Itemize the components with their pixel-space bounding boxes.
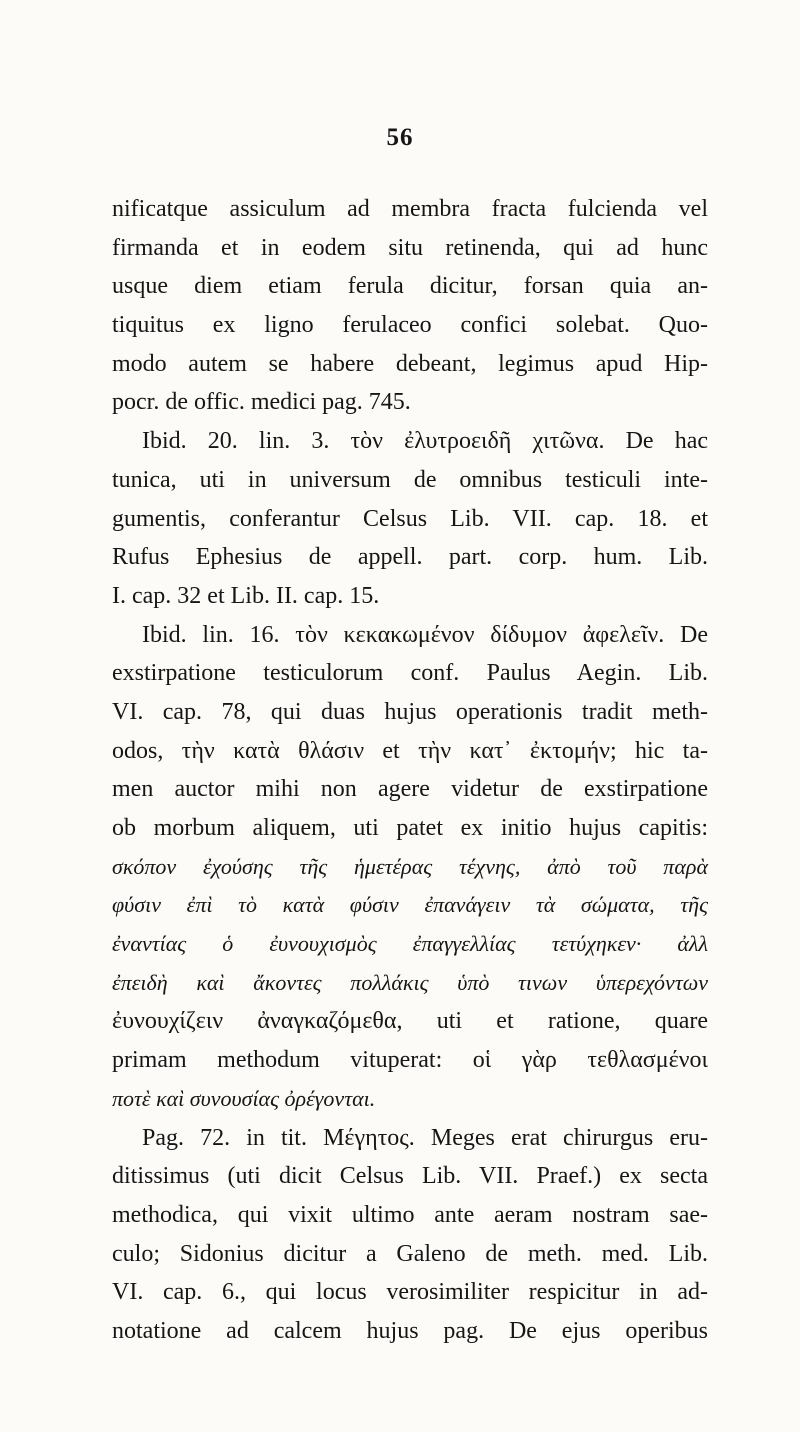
text-line: ob morbum aliquem, uti patet ex initio hujus capitis: <box>112 815 708 841</box>
text-line: Ibid. lin. 16. τὸν κεκακωμένον δίδυμον ἀφελεῖν. De <box>142 621 708 648</box>
text-line: Pag. 72. in tit. Μέγητος. Meges erat chirurgus eru- <box>142 1124 708 1151</box>
text-line: I. cap. 32 et Lib. II. cap. 15. <box>112 582 380 609</box>
text-line: ἐπειδὴ καὶ ἄκοντες πολλάκις ὑπὸ τινων ὑπερεχόντων <box>112 969 708 995</box>
text-line: men auctor mihi non agere videtur de exstirpatione <box>112 776 708 803</box>
text-line: ἐναντίας ὁ ἐυνουχισμὸς ἐπαγγελλίας τετύχηκεν· ἀλλ <box>112 931 708 957</box>
text-line: tiquitus ex ligno ferulaceo confici solebat. Quo- <box>112 312 708 339</box>
text-line: Ibid. 20. lin. 3. τὸν ἐλυτροειδῆ χιτῶνα. De hac <box>142 428 708 455</box>
text-line: VI. cap. 78, qui duas hujus operationis tradit meth- <box>112 698 708 725</box>
text-line: Rufus Ephesius de appell. part. corp. hum. Lib. <box>112 544 708 571</box>
text-line: nificatque assiculum ad membra fracta fulcienda vel <box>112 196 708 222</box>
text-line: ποτὲ καὶ συνουσίας ὀρέγονται. <box>112 1085 376 1111</box>
text-line: ditissimus (uti dicit Celsus Lib. VII. Praef.) ex secta <box>112 1163 708 1190</box>
text-line: methodica, qui vixit ultimo ante aeram nostram sae- <box>112 1201 708 1228</box>
text-line: notatione ad calcem hujus pag. De ejus operibus <box>112 1317 708 1344</box>
text-line: usque diem etiam ferula dicitur, forsan quia an- <box>112 273 708 300</box>
text-line: VI. cap. 6., qui locus verosimiliter respicitur in ad- <box>112 1279 708 1306</box>
text-line: culo; Sidonius dicitur a Galeno de meth. med. Lib. <box>112 1240 708 1267</box>
page-number: 56 <box>386 124 414 151</box>
text-line: primam methodum vituperat: οἱ γὰρ τεθλασμένοι <box>112 1047 708 1074</box>
text-line: tunica, uti in universum de omnibus testiculi inte- <box>112 466 708 493</box>
text-line: exstirpatione testiculorum conf. Paulus Aegin. Lib. <box>112 660 708 687</box>
text-line: odos, τὴν κατὰ θλάσιν et τὴν κατ᾽ ἐκτομήν; hic ta- <box>112 737 708 764</box>
text-line: modo autem se habere debeant, legimus apud Hip- <box>112 350 708 377</box>
text-line: gumentis, conferantur Celsus Lib. VII. cap. 18. et <box>112 505 708 532</box>
text-line: firmanda et in eodem situ retinenda, qui ad hunc <box>112 234 708 261</box>
body-text <box>112 190 708 1351</box>
text-line: ἐυνουχίζειν ἀναγκαζόμεθα, uti et ratione, quare <box>112 1008 708 1035</box>
text-line: pocr. de offic. medici pag. 745. <box>112 389 411 416</box>
text-line: φύσιν ἐπὶ τὸ κατὰ φύσιν ἐπανάγειν τὰ σώματα, τῆς <box>112 892 708 918</box>
text-line: σκόπον ἐχούσης τῆς ἡμετέρας τέχνης, ἀπὸ τοῦ παρὰ <box>112 853 708 879</box>
